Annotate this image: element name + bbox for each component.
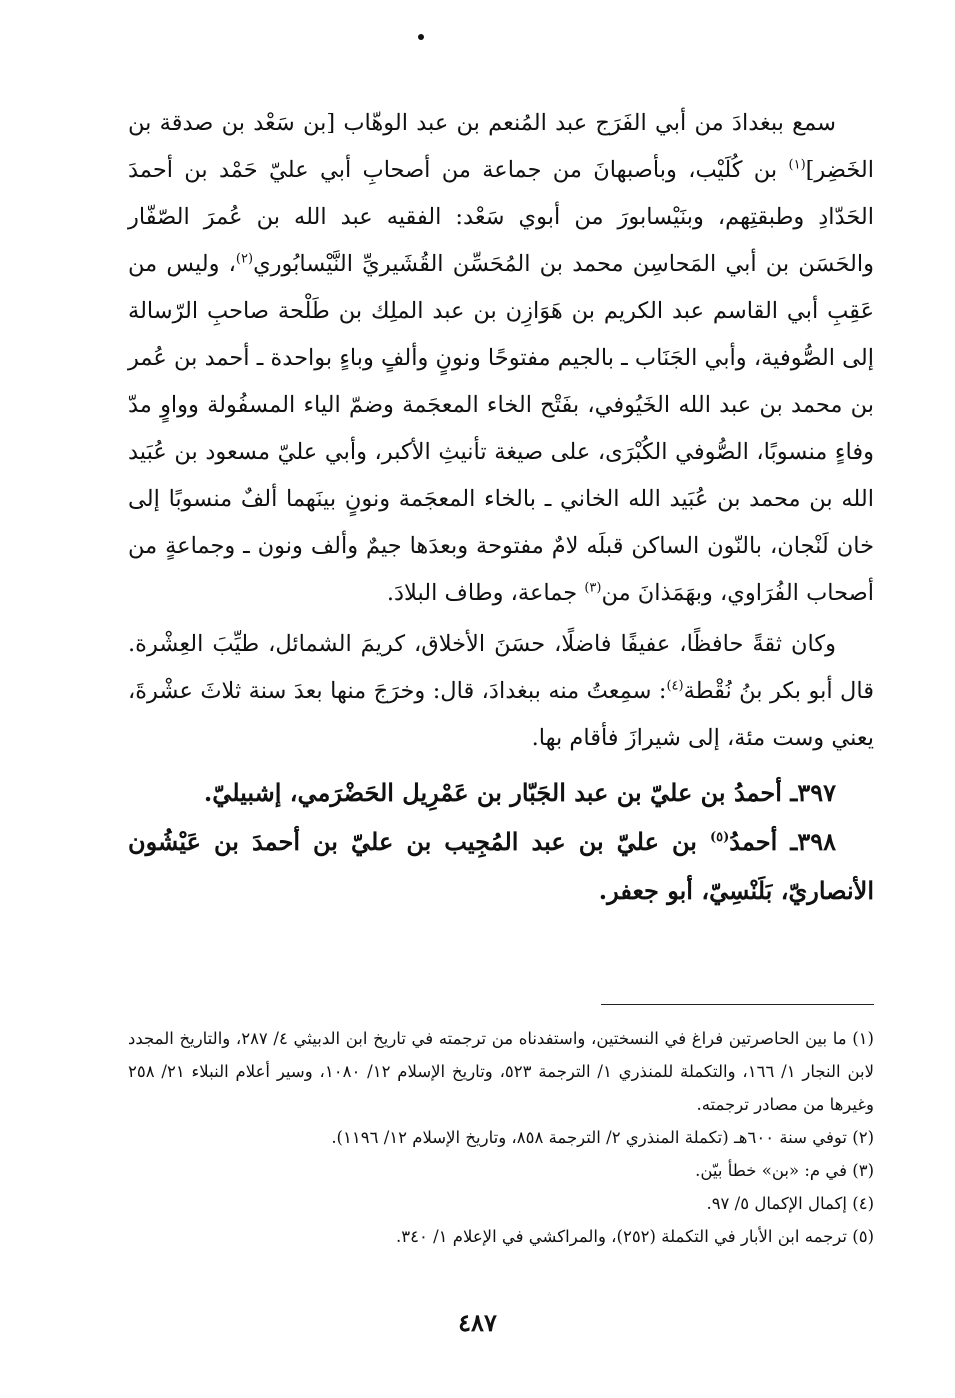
footnote-ref-3[interactable]: (٣) bbox=[584, 580, 602, 596]
footnote-3: (٣) في م: «بن» خطأ بيّن. bbox=[695, 1161, 874, 1180]
paragraph-1 bbox=[128, 100, 874, 617]
footnote-4: (٤) إكمال الإكمال ٥/ ٩٧. bbox=[706, 1194, 874, 1213]
paragraph-1-part-1: سمع ببغدادَ من أبي الفَرَج عبد المُنعم بن عبد الوهّاب [بن سَعْد بن صدقة بن الخَضِر] bbox=[128, 110, 874, 183]
paragraph-2 bbox=[128, 621, 874, 762]
entry-398-name: ٣٩٨ـ أحمدُ bbox=[729, 827, 836, 856]
entry-397: ٣٩٧ـ أحمدُ بن عليّ بن عبد الجَبّار بن عَمْرِيل الحَضْرَمي، إشبيليّ. bbox=[203, 778, 836, 807]
page-number: ٤٨٧ bbox=[458, 1308, 497, 1337]
top-mark-dot bbox=[418, 34, 424, 40]
entry-398-rest: بن عليّ بن عبد المُجِيب بن عليّ بن أحمدَ بن عَيْشُون الأنصاريّ، بَلَنْسِيّ، أبو جعفر. bbox=[128, 827, 874, 905]
footnotes-section bbox=[128, 1022, 874, 1253]
footnote-ref-2[interactable]: (٢) bbox=[235, 251, 254, 267]
paragraph-1-part-4: جماعة، وطاف البلادَ. bbox=[386, 580, 585, 606]
footnote-1: (١) ما بين الحاصرتين فراغ في النسختين، واستفدناه من ترجمته في تاريخ ابن الدبيثي ٤/ ٢٨٧، والتاريخ المجدد لابن النجار ١/ ١٦٦، والتكملة للمنذري ١/ الترجمة ٥٢٣، وتاريخ الإسلام ١٢/ ١٠٨٠، وسير أعلام النبلاء ٢١/ ٢٥٨ وغيرها من مصادر ترجمته. bbox=[128, 1029, 875, 1114]
paragraph-1-part-2: بن كُلَيْب، وبأصبهانَ من جماعة من أصحابِ أبي عليّ حَمْد بن أحمدَ الحَدّادِ وطبقتِهم، وبنَيْسابورَ من أبوي سَعْد: الفقيه عبد الله بن عُمرَ الصّفّار والحَسَن بن أبي المَحاسِن محمد بن المُحَسِّن القُشَيريِّ النَّيْسابُوري bbox=[128, 157, 874, 277]
paragraph-1-part-3: ، وليس من عَقِبِ أبي القاسم عبد الكريم بن هَوَازِن بن عبد الملِك بن طَلْحة صاحبِ الرّسالة إلى الصُّوفية، وأبي الجَنَاب ـ بالجيم مفتوحًا ونونٍ وألفٍ وباءٍ بواحدة ـ أحمد بن عُمر بن محمد بن عبد الله الخَيُوفي، بفَتْح الخاء المعجَمة وضمّ الياء المسفُولة وواوٍ مدّ وفاءٍ منسوبًا، الصُّوفي الكُبْرَى، على صيغة تأنيثِ الأكبر، وأبي عليّ مسعود بن عُبَيد الله بن محمد بن عُبَيد الله الخاني ـ بالخاء المعجَمة ونونٍ بينَهما ألفٌ منسوبًا إلى خان لَنْجان، بالنّون الساكن قبلَه لامٌ مفتوحة وبعدَها جيمٌ وألف ونون ـ وجماعةٍ من أصحاب الفُرَاوي، وبهَمَذانَ من bbox=[128, 251, 874, 606]
footnote-ref-1[interactable]: (١) bbox=[788, 157, 806, 173]
footnote-ref-5[interactable]: (٥) bbox=[709, 830, 730, 845]
entry-398 bbox=[128, 817, 874, 915]
paragraph-2-part-1: وكان ثقةً حافظًا، عفيفًا فاضلًا، حسَنَ الأخلاق، كريمَ الشمائل، طيِّبَ العِشْرة. قال أبو بكر بنُ نُقْطة bbox=[128, 631, 874, 704]
paragraph-2-part-2: : سمِعتُ منه ببغدادَ، قال: وخرَجَ منها بعدَ سنة ثلاثَ عشْرةَ، يعني وست مئة، إلى شيرازَ فأقام بها. bbox=[128, 678, 874, 751]
footnote-separator bbox=[601, 1004, 874, 1005]
main-text bbox=[128, 100, 874, 915]
footnote-2: (٢) توفي سنة ٦٠٠هـ (تكملة المنذري ٢/ الترجمة ٨٥٨، وتاريخ الإسلام ١٢/ ١١٩٦). bbox=[331, 1128, 874, 1147]
footnote-5: (٥) ترجمه ابن الأبار في التكملة (٢٥٢)، والمراكشي في الإعلام ١/ ٣٤٠. bbox=[396, 1227, 874, 1246]
footnote-ref-4[interactable]: (٤) bbox=[666, 678, 684, 694]
